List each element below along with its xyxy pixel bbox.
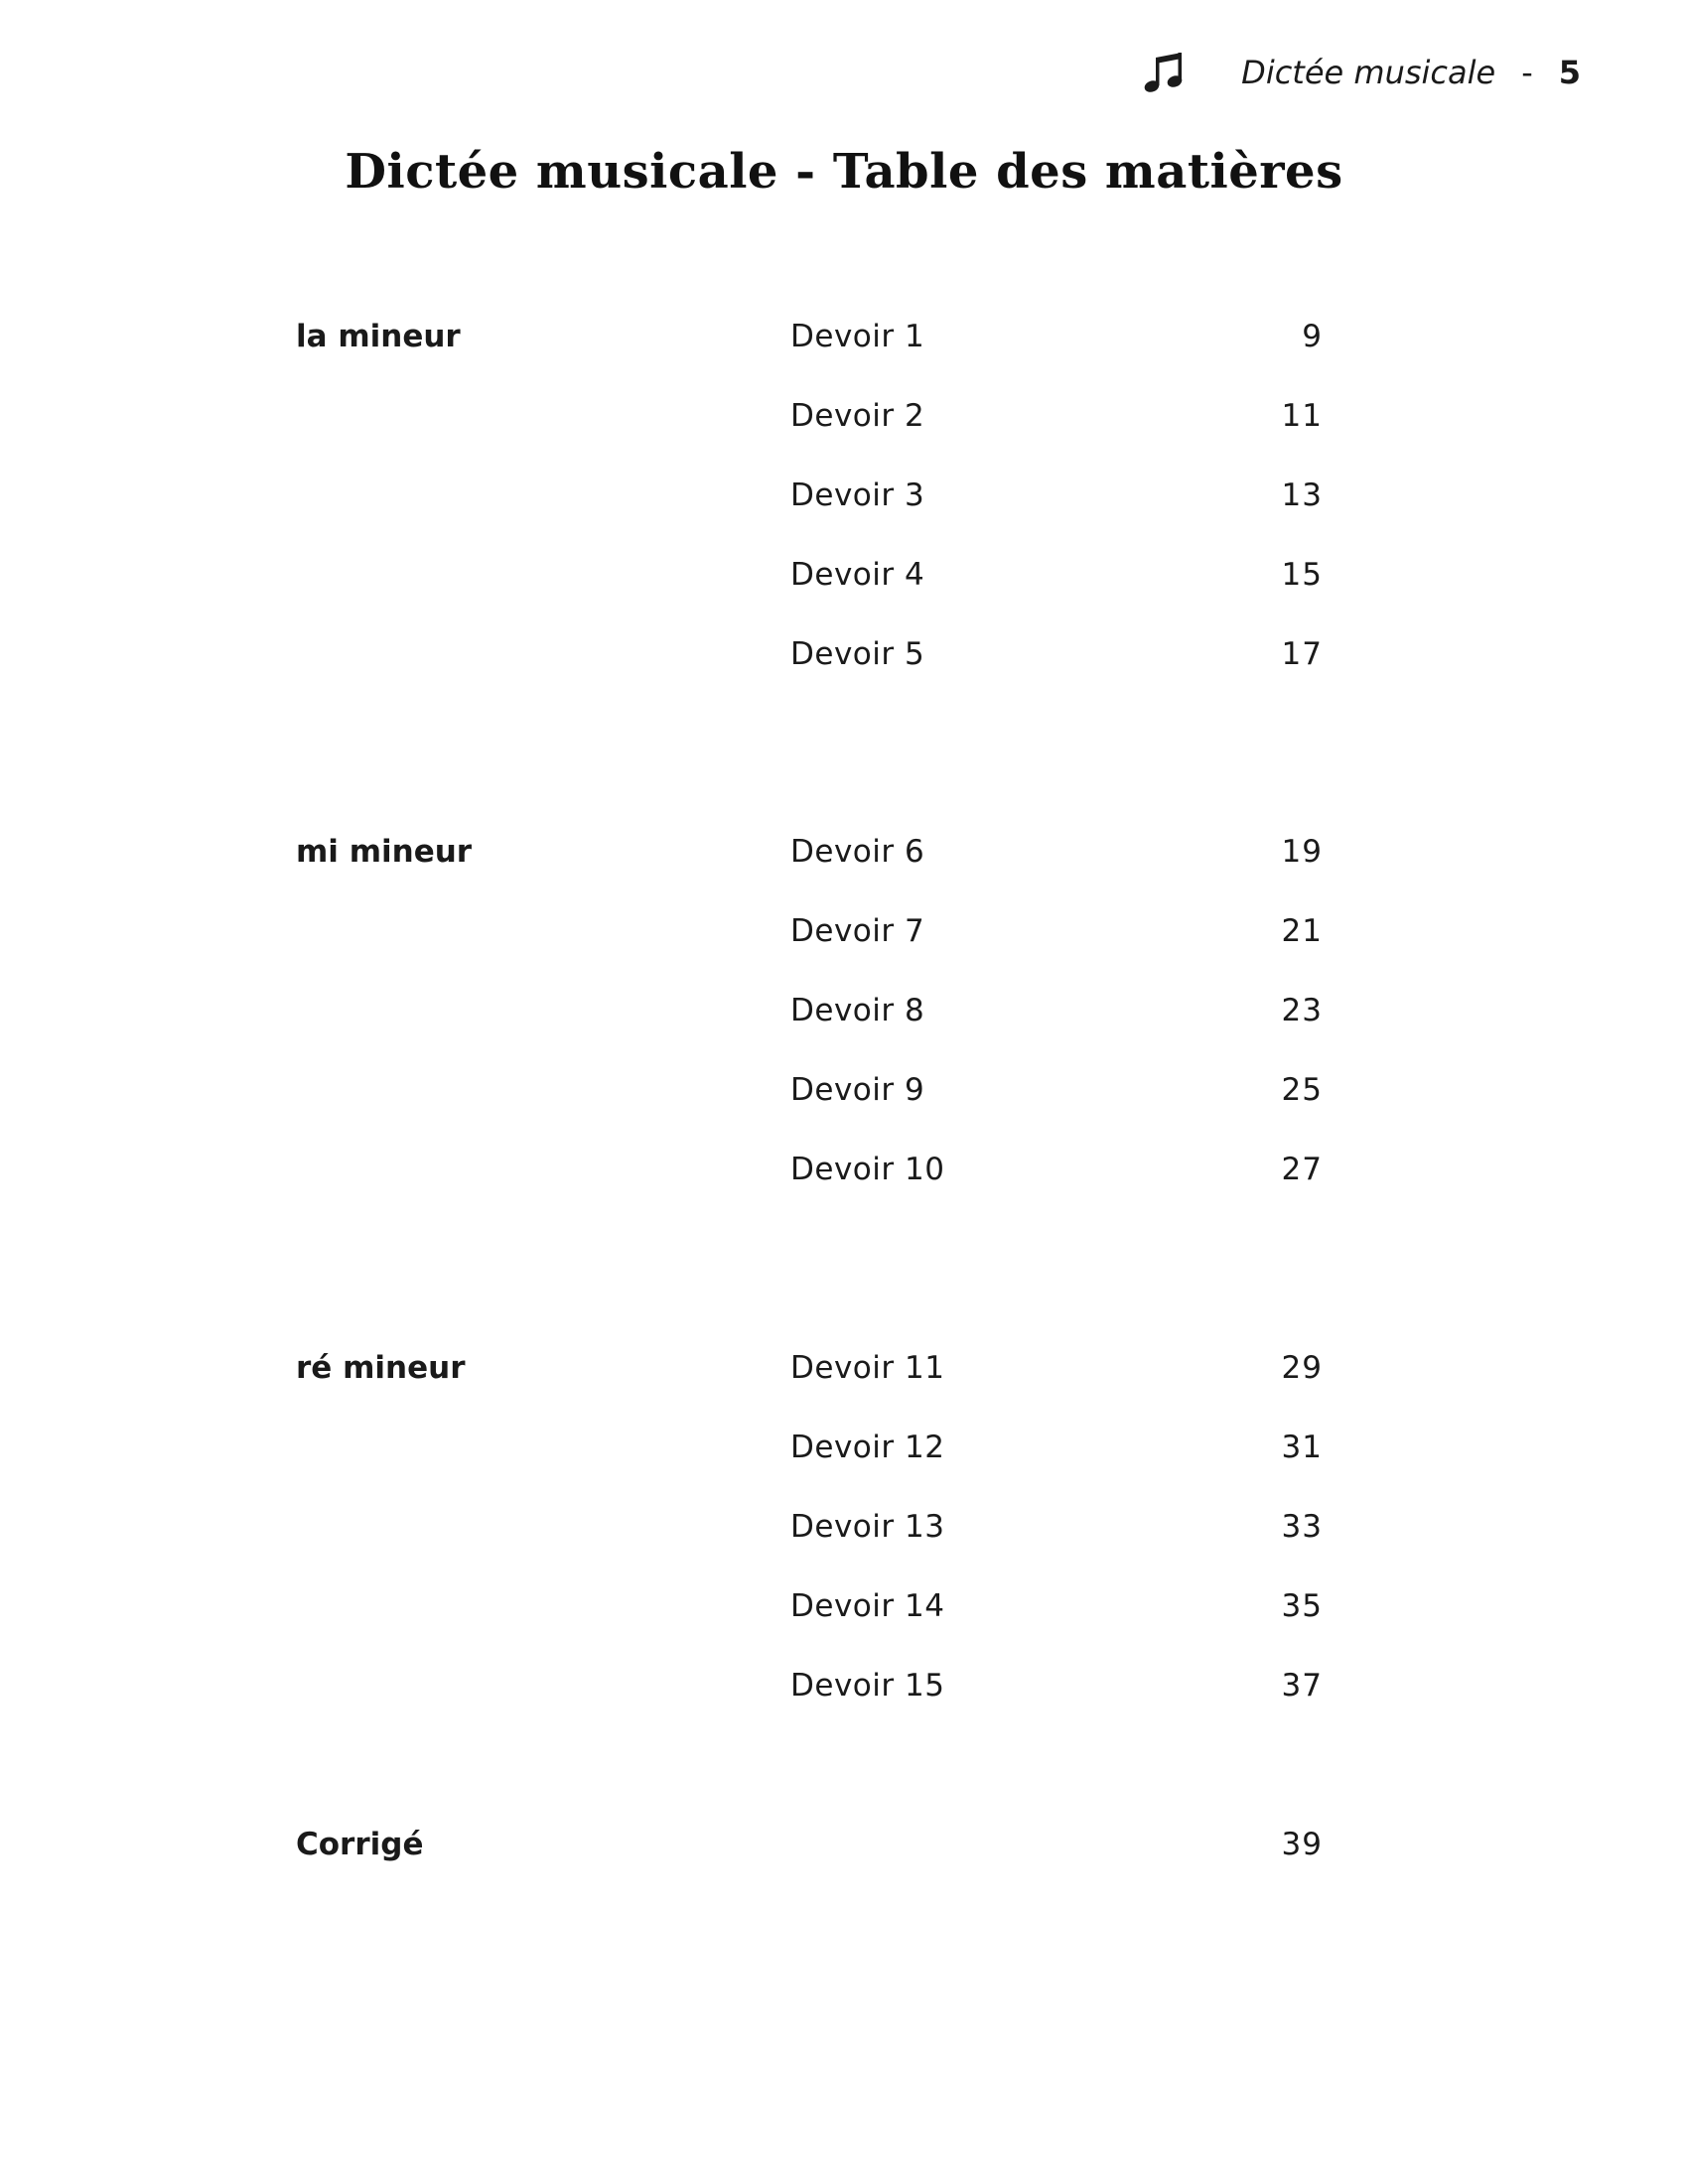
toc-entry-label: Devoir 5	[790, 636, 925, 672]
toc-entry-label: Devoir 12	[790, 1430, 945, 1465]
toc-entry-page: 27	[1281, 1152, 1323, 1187]
toc-entry-page: 13	[1281, 478, 1323, 513]
toc-entry-label: Devoir 1	[790, 319, 925, 354]
toc-entry-label: Devoir 3	[790, 478, 925, 513]
toc-entry-page: 33	[1281, 1509, 1323, 1545]
toc-entry-page-corrige: 39	[1281, 1827, 1323, 1862]
toc-entry-label: Devoir 10	[790, 1152, 945, 1187]
toc-entry-page: 17	[1281, 636, 1323, 672]
toc-entry-label: Devoir 11	[790, 1350, 945, 1386]
toc-entry-label: Devoir 6	[790, 834, 925, 870]
toc-entry-page: 19	[1281, 834, 1323, 870]
toc-entry-page: 31	[1281, 1430, 1323, 1465]
running-header-title: Dictée musicale	[1241, 54, 1496, 91]
toc-entry-label: Devoir 15	[790, 1668, 945, 1704]
running-header-separator: -	[1521, 54, 1533, 91]
toc-entry-page: 11	[1281, 398, 1323, 434]
toc-entry-label: Devoir 13	[790, 1509, 945, 1545]
page-title: Dictée musicale - Table des matières	[345, 144, 1343, 200]
section-label-corrige: Corrigé	[296, 1827, 424, 1862]
toc-entry-page: 21	[1281, 913, 1323, 949]
toc-entry-label: Devoir 9	[790, 1072, 925, 1108]
toc-entry-label: Devoir 14	[790, 1588, 945, 1624]
toc-entry-page: 23	[1281, 993, 1323, 1028]
toc-entry-page: 35	[1281, 1588, 1323, 1624]
toc-entry-page: 37	[1281, 1668, 1323, 1704]
toc-entry-page: 29	[1281, 1350, 1323, 1386]
toc-entry-page: 15	[1281, 557, 1323, 593]
section-label-la-mineur: la mineur	[296, 319, 461, 354]
page-number: 5	[1558, 54, 1581, 91]
toc-entry-label: Devoir 4	[790, 557, 925, 593]
section-label-re-mineur: ré mineur	[296, 1350, 466, 1386]
toc-entry-label: Devoir 2	[790, 398, 925, 434]
toc-entry-page: 25	[1281, 1072, 1323, 1108]
toc-entry-label: Devoir 7	[790, 913, 925, 949]
section-label-mi-mineur: mi mineur	[296, 834, 473, 870]
toc-entry-page: 9	[1302, 319, 1323, 354]
toc-entry-label: Devoir 8	[790, 993, 925, 1028]
